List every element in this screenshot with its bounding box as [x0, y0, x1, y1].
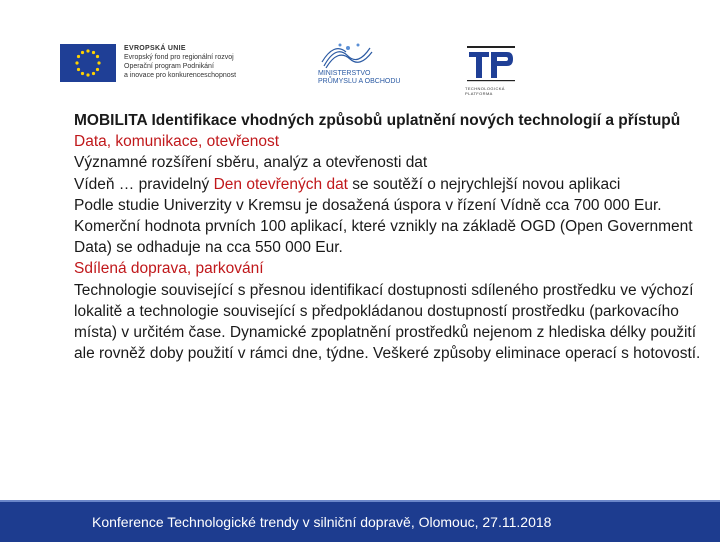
eu-logo	[60, 44, 236, 82]
slide-title: MOBILITA Identifikace vhodných způsobů uplatnění nových technologií a přístupů	[74, 112, 681, 129]
footer-text: Konference Technologické trendy v silniční dopravě, Olomouc, 27.11.2018	[92, 514, 552, 530]
mpo-logo-line: PRŮMYSLU A OBCHODU	[318, 78, 401, 85]
mpo-logo	[318, 40, 408, 94]
eu-logo-text	[124, 44, 236, 80]
logos-header	[60, 40, 660, 100]
section-heading: Data, komunikace, otevřenost	[74, 133, 280, 151]
slide-content	[74, 110, 714, 364]
mpo-emblem-icon	[318, 40, 378, 72]
mpo-logo-line: MINISTERSTVO	[318, 70, 371, 77]
footer-bar	[0, 500, 720, 542]
body-paragraph: Technologie související s přesnou identifikací dostupnosti sdíleného prostředku ve výchozí lokalitě a technologie související s předpokládanou dostupností prostředku (parkovacího místa) v určitém čase. Dynamické zpoplatnění prostředků nejenom z hlediska délky použití ale rovněž doby použití v rámci dne, týdne. Veškeré způsoby eliminace operací s hotovostí.	[74, 281, 701, 363]
vienna-text: Vídeň … pravidelný	[74, 175, 214, 193]
tp-logo	[465, 42, 517, 96]
mpo-logo-text	[318, 70, 400, 86]
open-data-day-text: Den otevřených dat	[213, 175, 348, 193]
body-line-vienna	[74, 174, 714, 195]
eu-logo-line: a inovace pro konkurenceschopnost	[124, 72, 237, 79]
eu-flag-icon	[60, 44, 116, 82]
body-line: Významné rozšíření sběru, analýz a otevřenosti dat	[74, 154, 428, 172]
body-paragraph: Podle studie Univerzity v Kremsu je dosažená úspora v řízení Vídně cca 700 000 Eur. Komerční hodnota prvních 100 aplikací, které vznikly na základě OGD (Open Government Data) se odhaduje na cca 550 000 Eur.	[74, 196, 693, 257]
competition-text: se soutěží o nejrychlejší novou aplikaci	[348, 175, 621, 193]
eu-logo-line: Operační program Podnikání	[124, 63, 214, 70]
tp-logo-text: TECHNOLOGICKÁ PLATFORMA	[465, 86, 505, 96]
eu-logo-line: EVROPSKÁ UNIE	[124, 45, 186, 52]
tp-emblem-icon	[465, 42, 517, 86]
section-heading: Sdílená doprava, parkování	[74, 260, 264, 278]
eu-logo-line: Evropský fond pro regionální rozvoj	[124, 54, 234, 61]
